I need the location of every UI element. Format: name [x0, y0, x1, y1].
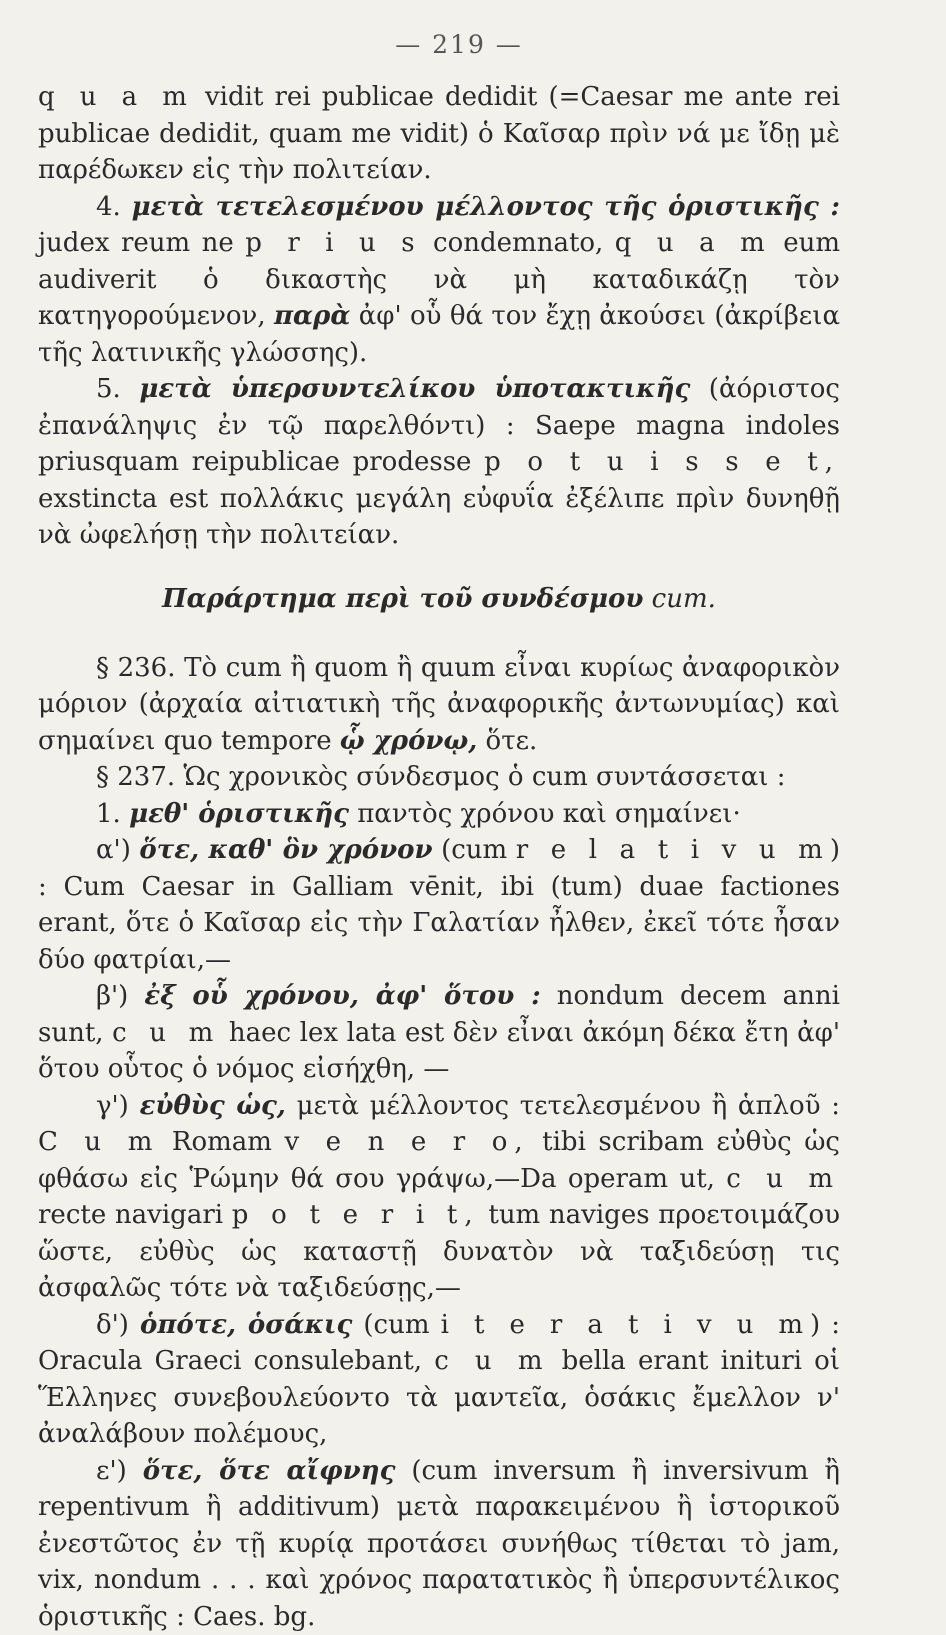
paragraph-item-4: 4. μετὰ τετελεσμένου μέλλοντος τῆς ὁριστικῆς : judex reum ne p r i u s condemnato, q u a m eum audiverit ὁ δικαστὴς νὰ μὴ καταδικάζῃ τὸν κατηγορούμενον, παρὰ ἀφ' οὗ θά τον ἔχῃ ἀκούσει (ἀκρίβεια τῆς λατινικῆς γλώσσης).: [38, 189, 840, 372]
item-alpha: α') ὅτε, καθ' ὃν χρόνον (cum r e l a t i v u m) : Cum Caesar in Galliam vēnit, ibi (tum) duae factiones erant, ὅτε ὁ Καῖσαρ εἰς τὴν Γαλατίαν ἦλθεν, ἐκεῖ τότε ἦσαν δύο φατρίαι,—: [38, 832, 840, 978]
paragraph-quam-example: q u a m vidit rei publicae dedidit (=Caesar me ante rei publicae dedidit, quam me vidit) ὁ Καῖσαρ πρὶν νά με ἴδῃ μὲ παρέδωκεν εἰς τὴν πολιτείαν.: [38, 79, 840, 189]
paragraph-item-5: 5. μετὰ ὑπερσυντελίκου ὑποτακτικῆς (ἀόριστος ἐπανάληψις ἐν τῷ παρελθόντι) : Saepe magna indoles priusquam reipublicae prodesse p o t u i s s e t, exstincta est πολλάκις μεγάλη εὐφυΐα ἐξέλιπε πρὶν δυνηθῇ νὰ ὠφελήσῃ τὴν πολιτείαν.: [38, 371, 840, 554]
item-delta: δ') ὁπότε, ὁσάκις (cum i t e r a t i v u m) : Oracula Graeci consulebant, c u m bella erant inituri οἱ Ἕλληνες συνεβουλεύοντο τὰ μαντεῖα, ὁσάκις ἔμελλον ν' ἀναλάβουν πολέμους,: [38, 1307, 840, 1453]
item-gamma: γ') εὐθὺς ὡς, μετὰ μέλλοντος τετελεσμένου ἢ ἁπλοῦ : C u m Romam v e n e r o, tibi scribam εὐθὺς ὡς φθάσω εἰς Ῥώμην θά σου γράψω,—Da operam ut, c u m recte navigari p o t e r i t, tum naviges προετοιμάζου ὥστε, εὐθὺς ὡς καταστῇ δυνατὸν νὰ ταξιδεύσῃ τις ἀσφαλῶς τότε νὰ ταξιδεύσῃς,—: [38, 1088, 840, 1307]
item-epsilon: ε') ὅτε, ὅτε αἴφνης (cum inversum ἢ inversivum ἢ repentivum ἢ additivum) μετὰ παρακειμένου ἢ ἱστορικοῦ ἐνεστῶτος ἐν τῇ κυρίᾳ προτάσει συνήθως τίθεται τὸ jam, vix, nondum . . . καὶ χρόνος παρατατικὸς ἢ ὑπερσυντέλικος ὁριστικῆς : Caes. bg.: [38, 1453, 840, 1635]
page-number: — 219 —: [78, 30, 840, 59]
section-237: § 237. Ὡς χρονικὸς σύνδεσμος ὁ cum συντάσσεται :: [38, 759, 840, 796]
item-beta: β') ἐξ οὗ χρόνου, ἀφ' ὅτου : nondum decem anni sunt, c u m haec lex lata est δὲν εἶναι ἀκόμη δέκα ἔτη ἀφ' ὅτου οὗτος ὁ νόμος εἰσήχθη, —: [38, 978, 840, 1088]
item-1: 1. μεθ' ὁριστικῆς παντὸς χρόνου καὶ σημαίνει·: [38, 796, 840, 833]
section-heading: Παράρτημα περὶ τοῦ συνδέσμου cum.: [38, 584, 840, 614]
section-236: § 236. Τὸ cum ἢ quom ἢ quum εἶναι κυρίως ἀναφορικὸν μόριον (ἀρχαία αἰτιατικὴ τῆς ἀναφορικῆς ἀντωνυμίας) καὶ σημαίνει quo tempore ᾧ χρόνῳ, ὅτε.: [38, 650, 840, 760]
